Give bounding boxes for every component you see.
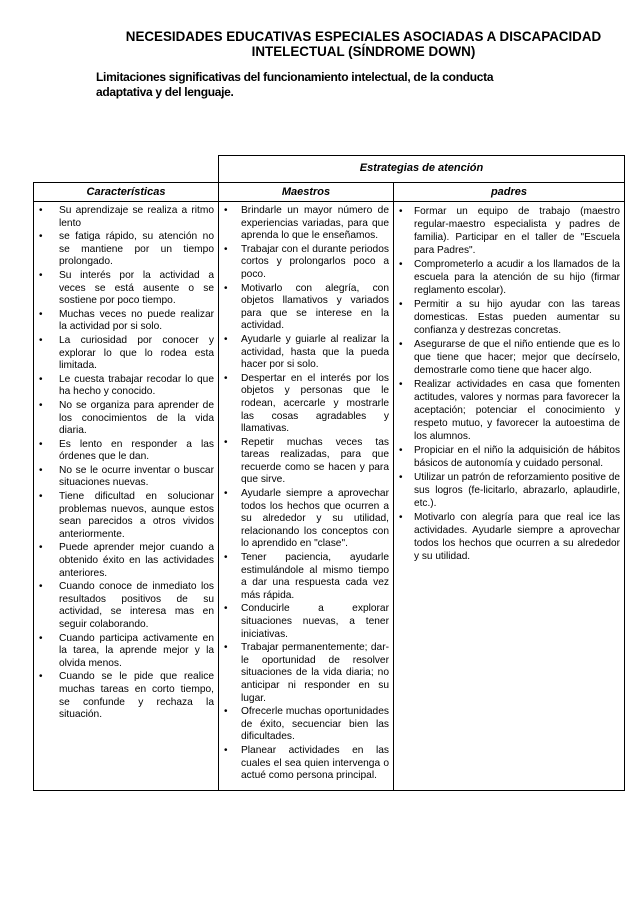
list-item	[34, 309, 214, 334]
list-item-text: Cuando conoce de inmediato los resultados positivos de su actividad, se interesa mas en seguir colaborando.	[59, 581, 214, 630]
list-item-text: Utilizar un patrón de reforzamiento positive de sus logros (fe-licitarlo, abrazarlo, aplaudirle, etc.).	[414, 472, 620, 509]
bullet-icon: •	[39, 269, 43, 281]
list-item	[34, 465, 214, 490]
list-item-text: Ofrecerle muchas oportunidades de éxito, secuenciar bien las dificultades.	[241, 706, 389, 743]
bullet-icon: •	[39, 231, 43, 243]
list-item-text: Formar un equipo de trabajo (maestro regular-maestro especialista y padres de familia). Participar en el taller de "Escuela para Padres".	[414, 206, 620, 256]
title-line-1: NECESIDADES EDUCATIVAS ESPECIALES ASOCIADAS A DISCAPACIDAD	[125, 29, 602, 44]
list-item	[219, 205, 389, 243]
bullet-icon: •	[39, 581, 43, 593]
characteristics-cell	[34, 202, 219, 791]
bullet-icon: •	[399, 206, 403, 217]
document-title	[96, 29, 631, 59]
list-item-text: Cuando se le pide que realice muchas tareas en corto tiempo, se confunde y rechaza la situación.	[59, 671, 214, 721]
bullet-icon: •	[224, 333, 228, 345]
bullet-icon: •	[224, 488, 228, 500]
bullet-icon: •	[399, 299, 403, 310]
list-item	[34, 491, 214, 541]
list-item	[219, 373, 389, 436]
title-line-2: INTELECTUAL (SÍNDROME DOWN)	[251, 44, 476, 59]
subtitle-line-2: adaptativa y del lenguaje.	[96, 85, 234, 99]
list-item	[34, 633, 214, 671]
list-item	[34, 374, 214, 399]
list-item	[34, 231, 214, 269]
list-item-text: Comprometerlo a acudir a los llamados de la escuela para la atención de su hijo (firmar reglamento escolar).	[414, 259, 620, 296]
list-item-text: Muchas veces no puede realizar la actividad por si solo.	[59, 308, 214, 333]
bullet-icon: •	[399, 339, 403, 350]
content-row	[34, 202, 625, 791]
bullet-icon: •	[224, 436, 228, 448]
list-item	[219, 552, 389, 602]
strategies-header-row	[34, 156, 625, 183]
list-item	[219, 283, 389, 333]
bullet-icon: •	[39, 542, 43, 554]
list-item	[394, 444, 620, 470]
blank-header-cell	[34, 156, 219, 183]
list-item-text: Motivarlo con alegría, con objetos llamativos y variados para que se interese en la actividad.	[241, 282, 389, 332]
bullet-icon: •	[39, 373, 43, 385]
list-item	[219, 437, 389, 487]
teachers-header: Maestros	[219, 183, 394, 202]
bullet-icon: •	[224, 744, 228, 756]
list-item	[219, 745, 389, 783]
list-item	[394, 298, 620, 337]
list-item-text: Puede aprender mejor cuando a obtenido éxito en las actividades anteriores.	[59, 542, 214, 579]
strategies-table	[33, 155, 625, 791]
list-item-text: Motivarlo con alegría para que real ice las actividades. Ayudarle siempre a aprovechar todos los hechos que ocurren a su alrededor y su utilidad.	[414, 512, 620, 562]
list-item-text: No se le ocurre inventar o buscar situaciones nuevas.	[59, 464, 214, 489]
list-item-text: Propiciar en el niño la adquisición de hábitos básicos de autonomía y cuidado personal.	[414, 445, 620, 469]
parents-cell	[394, 202, 625, 791]
list-item-text: Despertar en el interés por los objetos y personas que le rodean, acercarle y mostrarle las cosas agradables y llamativas.	[241, 372, 389, 435]
list-item	[219, 642, 389, 705]
bullet-icon: •	[399, 379, 403, 390]
list-item-text: Ayudarle y guiarle al realizar la actividad, hasta que la pueda hacer por si solo.	[241, 333, 389, 371]
list-item-text: Su aprendizaje se realiza a ritmo lento	[59, 205, 214, 229]
list-item-text: Asegurarse de que el niño entiende que es lo que tiene que hacer; mejor que decírselo, demostrarle como tiene que hacer algo.	[414, 339, 620, 376]
list-item-text: Le cuesta trabajar recodar lo que ha hecho y conocido.	[59, 373, 214, 398]
characteristics-list	[34, 202, 218, 729]
bullet-icon: •	[224, 603, 228, 615]
bullet-icon: •	[39, 671, 43, 683]
list-item	[34, 581, 214, 631]
bullet-icon: •	[224, 205, 228, 216]
bullet-icon: •	[39, 438, 43, 450]
list-item	[34, 671, 214, 721]
list-item	[394, 338, 620, 377]
bullet-icon: •	[224, 243, 228, 255]
list-item-text: No se organiza para aprender de los conocimientos de la vida diaria.	[59, 399, 214, 437]
bullet-icon: •	[39, 464, 43, 476]
list-item-text: se fatiga rápido, su atención no se mantiene por un tiempo prolongado.	[59, 231, 214, 268]
bullet-icon: •	[399, 445, 403, 456]
list-item-text: Es lento en responder a las órdenes que le dan.	[59, 438, 214, 463]
column-header-row	[34, 183, 625, 202]
list-item-text: Conducirle a explorar situaciones nuevas, a tener iniciativas.	[241, 603, 389, 640]
bullet-icon: •	[224, 642, 228, 654]
document-subtitle	[96, 70, 566, 100]
list-item	[219, 603, 389, 641]
teachers-cell	[219, 202, 394, 791]
list-item	[34, 205, 214, 230]
list-item	[394, 258, 620, 297]
bullet-icon: •	[39, 491, 43, 503]
bullet-icon: •	[39, 308, 43, 320]
bullet-icon: •	[39, 632, 43, 644]
list-item-text: Cuando participa activamente en la tarea, la aprende mejor y la olvida menos.	[59, 632, 214, 669]
list-item	[394, 378, 620, 443]
bullet-icon: •	[224, 706, 228, 718]
list-item-text: Ayudarle siempre a aprovechar todos los hechos que ocurren a su alrededor y su utilidad, relacionando los conceptos con lo aprendido en "clase".	[241, 488, 389, 550]
list-item-text: La curiosidad por conocer y explorar lo que lo rodea esta limitada.	[59, 334, 214, 372]
bullet-icon: •	[399, 259, 403, 270]
list-item-text: Planear actividades en las cuales el sea quien intervenga o actué como persona principal.	[241, 744, 389, 782]
list-item-text: Trabajar permanentemente; dar-le oportunidad de resolver situaciones de la vida diaria; no anticipar ni responder en su lugar.	[241, 642, 389, 704]
bullet-icon: •	[399, 472, 403, 483]
bullet-icon: •	[39, 399, 43, 411]
list-item	[34, 439, 214, 464]
teachers-list	[219, 202, 393, 790]
list-item	[394, 205, 620, 257]
list-item	[394, 471, 620, 510]
list-item	[219, 334, 389, 372]
list-item	[394, 511, 620, 563]
list-item	[34, 270, 214, 308]
bullet-icon: •	[224, 552, 228, 564]
bullet-icon: •	[39, 205, 43, 216]
list-item-text: Brindarle un mayor número de experiencias variadas, para que aprenda lo que le enseñamos.	[241, 205, 389, 242]
parents-list	[394, 202, 624, 570]
bullet-icon: •	[39, 334, 43, 346]
list-item	[219, 488, 389, 551]
list-item-text: Tiene dificultad en solucionar problemas nuevos, aunque estos sean parecidos a otros vividos anteriormente.	[59, 491, 214, 540]
list-item-text: Realizar actividades en casa que fomenten actitudes, valores y normas para favorecer la aceptación; potenciar el conocimiento y respeto mutuo, y favorecer la autoestima de los alumnos.	[414, 379, 620, 442]
list-item-text: Trabajar con el durante periodos cortos y prolongarlos poco a poco.	[241, 243, 389, 280]
list-item	[34, 400, 214, 438]
list-item-text: Su interés por la actividad a veces se está ausente o se sostiene por poco tiempo.	[59, 269, 214, 307]
parents-header: padres	[394, 183, 625, 202]
subtitle-line-1: Limitaciones significativas del funcionamiento intelectual, de la conducta	[96, 70, 494, 84]
bullet-icon: •	[399, 512, 403, 523]
list-item	[219, 706, 389, 744]
list-item	[34, 542, 214, 580]
list-item-text: Tener paciencia, ayudarle estimulándole al mismo tiempo a dar una respuesta cada vez más rápida.	[241, 552, 389, 601]
list-item	[219, 244, 389, 282]
bullet-icon: •	[224, 282, 228, 294]
list-item	[34, 335, 214, 373]
list-item-text: Repetir muchas veces tas tareas realizadas, para que recuerde como se hacen y para que sirve.	[241, 436, 389, 486]
characteristics-header: Características	[34, 183, 219, 202]
list-item-text: Permitir a su hijo ayudar con las tareas domesticas. Estas pueden aumentar su confianza y destrezas concretas.	[414, 299, 620, 336]
strategies-header: Estrategias de atención	[219, 156, 625, 183]
bullet-icon: •	[224, 372, 228, 384]
